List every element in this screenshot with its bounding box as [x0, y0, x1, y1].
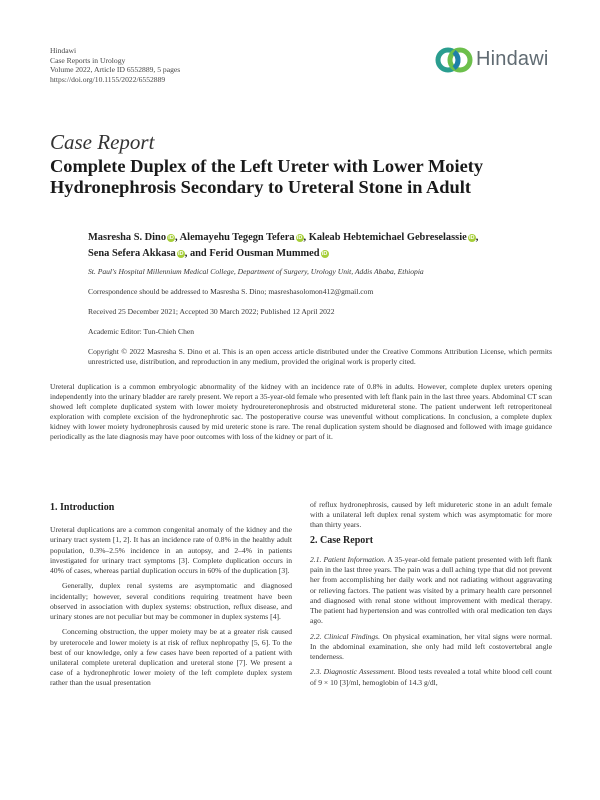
orcid-icon[interactable]: iD — [468, 235, 475, 241]
affiliation: St. Paul's Hospital Millennium Medical College, Department of Surgery, Urology Unit, Addis Ababa, Ethiopia — [88, 267, 424, 276]
hindawi-logo[interactable] — [434, 40, 554, 80]
article-type: Case Report — [50, 130, 155, 154]
section-heading-introduction: 1. Introduction — [50, 502, 115, 513]
orcid-icon[interactable]: iD — [321, 251, 328, 258]
publisher-name: Hindawi — [50, 46, 77, 55]
correspondence: Correspondence should be addressed to Masresha S. Dino; masreshasolomon412@gmail.com — [88, 287, 374, 296]
section-heading-case-report: 2. Case Report — [310, 534, 374, 546]
hindawi-rings-icon — [434, 40, 474, 80]
subsection-title: 2.2. Clinical Findings. — [310, 631, 381, 641]
abstract: Ureteral duplication is a common embryologic abnormality of the kidney with an incidence rate of 0.8% in adults. However, complete duplex ureters opening independently into the urinary bladder are rarely present. We report a 35-year-old female who presented with left flank pain in the last three years. Abdominal CT scan showed left complete duplicated system with lower moiety hydroureteronephrosis and obstructed midureteral stone. The patient underwent left retroperitoneal exploration with complete excision of the hydronephrotic sac. The postoperative course was uneventful without complications. In conclusion, a complete duplex kidney with lower moiety hydronephrosis caused by mid ureteric stone is rare. The renal duplication system should be diagnosed and followed with image guidance periodically as the late diagnosis may have poor outcomes with loss of the kidney or part of it. — [50, 382, 552, 441]
article-dates: Received 25 December 2021; Accepted 30 March 2022; Published 12 April 2022 — [88, 307, 335, 316]
intro-paragraph: Concerning obstruction, the upper moiety may be at a greater risk caused by ureterocele and lower moiety is at risk of reflux nephropathy [5, 6]. To the best of our knowledge, only a few cases have been reported of a patient with unilateral complete ureteral duplication and ureteral stone [7]. We present a case of a hydronephrotic lower moiety of the left complete duplex system rather than the usual presentation — [50, 627, 292, 688]
subsection-title: 2.1. Patient Information. — [310, 555, 386, 564]
journal-name: Case Reports in Urology — [50, 55, 126, 65]
right-column — [310, 500, 552, 693]
intro-paragraph-continued: of reflux hydronephrosis, caused by left midureteric stone in an adult female with a unilateral left duplex renal system which was asymptomatic for more than thirty years. — [310, 500, 552, 530]
intro-paragraph: Ureteral duplications are a common congenital anomaly of the kidney and the urinary tract system [1, 2]. It has an incidence rate of 0.8% in the healthy adult population, 0.3%–2.5% incidence in an autopsy, and 2–4% in patients investigated for urinary tract symptoms [3]. Complete duplication occurs in 40% of cases, whereas partial duplication occurs in 60% of the duplication [3]. — [50, 525, 292, 576]
author-name: Masresha S. Dino — [88, 232, 167, 243]
case-paragraph: 2.2. Clinical Findings. On physical examination, her vital signs were normal. In the abdominal examination, she only had mild left costovertebral angle tenderness. — [310, 631, 552, 662]
logo-wordmark: Hindawi — [476, 48, 549, 70]
volume-line: Volume 2022, Article ID 6552889, 5 pages — [50, 65, 181, 75]
copyright-notice: Copyright © 2022 Masresha S. Dino et al. This is an open access article distributed under the Creative Commons Attribution License, which permits unrestricted use, distribution, and reproduction in any medium, provided the original work is properly cited. — [88, 347, 552, 366]
left-column — [50, 503, 292, 694]
author-name: Kaleab Hebtemichael Gebreselassie — [308, 232, 467, 243]
orcid-icon[interactable]: iD — [178, 251, 184, 258]
journal-meta — [50, 46, 180, 84]
case-paragraph: 2.1. Patient Information. A 35-year-old female patient presented with left flank pain in the last three years. The pain was a dull aching type that did not prevent her from accomplishing her daily work and not radiating without aggravating or relieving factors. The patient was visited by a primary health care personnel and diagnosed with renal stone without improvement with medical therapy. The patient had hypertension and was controlled with oral medication ten days ago. — [310, 555, 552, 626]
intro-paragraph: Generally, duplex renal systems are asymptomatic and diagnosed incidentally; however, several conditions requiring treatment have been observed in association with duplex systems: obstruction, reflux disease, and urinary stones are not peculiar but may be commoner in duplex systems [4]. — [50, 581, 292, 622]
case-paragraph: 2.3. Diagnostic Assessment. Blood tests revealed a total white blood cell count of 9 × 10 [3]/ml, hemoglobin of 14.3 g/dl, — [310, 667, 552, 687]
doi-link[interactable]: https://doi.org/10.1155/2022/6552889 — [50, 74, 166, 84]
author-name: Ferid Ousman Mummed — [209, 248, 320, 260]
orcid-icon[interactable]: iD — [296, 235, 303, 241]
orcid-icon[interactable]: iD — [168, 235, 174, 241]
subsection-title: 2.3. Diagnostic Assessment. — [310, 667, 396, 677]
author-name: Alemayehu Tegegn Tefera — [179, 232, 295, 243]
article-title: Complete Duplex of the Left Ureter with Lower Moiety Hydronephrosis Secondary to Ureteral Stone in Adult — [50, 156, 484, 197]
academic-editor: Academic Editor: Tun-Chieh Chen — [88, 327, 195, 336]
author-list: Masresha S. Dino iD, Alemayehu Tegegn Tefera iD, Kaleab Hebtemichael Gebreselassie iD, Sena Sefera Akkasa iD, and Ferid Ousman Mummed iD — [88, 232, 479, 260]
author-name: Sena Sefera Akkasa — [88, 248, 176, 260]
